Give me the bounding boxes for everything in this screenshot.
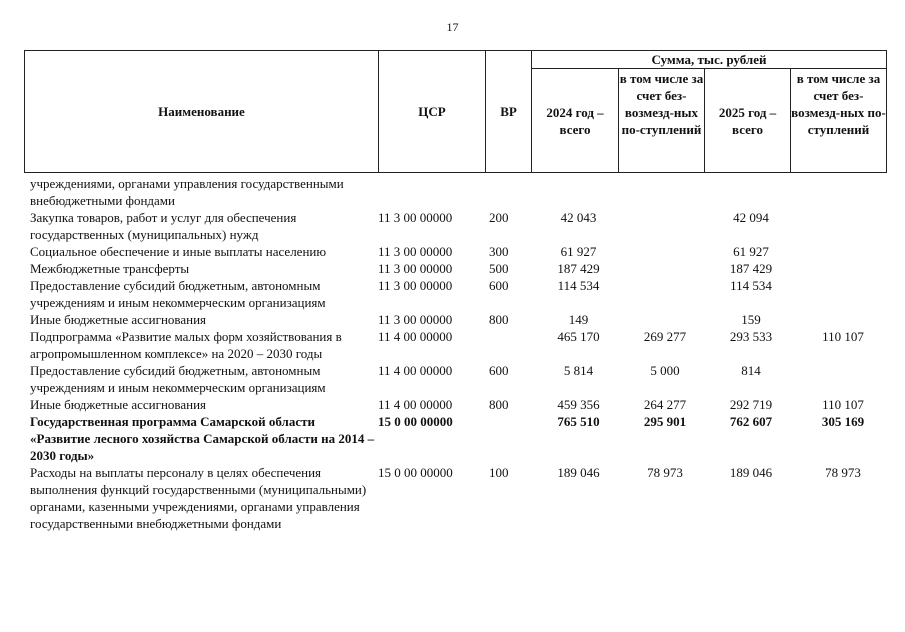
- cell-v2: 269 277: [643, 329, 687, 344]
- cell-v2: [622, 209, 708, 243]
- header-2025-total: 2025 год – всего: [705, 69, 791, 173]
- cell-v3: [708, 175, 794, 209]
- cell-v4: [794, 209, 892, 243]
- cell-vr: 100: [489, 465, 509, 480]
- cell-v4: 110 107: [822, 329, 864, 344]
- cell-v4: [794, 362, 892, 396]
- cell-csr: 11 3 00 00000: [378, 210, 453, 225]
- table-row: [24, 243, 886, 260]
- cell-csr: 15 0 00 00000: [378, 465, 453, 480]
- cell-csr: [378, 175, 489, 209]
- cell-v2: 264 277: [643, 397, 687, 412]
- cell-vr: [489, 175, 535, 209]
- cell-name: Закупка товаров, работ и услуг для обеспечения государственных (муниципальных) нужд: [30, 210, 297, 242]
- header-2024-free: в том числе за счет без-возмезд-ных по-ступлений: [619, 69, 705, 173]
- cell-v2: [622, 243, 708, 260]
- cell-v3: 42 094: [733, 210, 769, 225]
- header-name: Наименование: [25, 51, 379, 173]
- cell-v3: 292 719: [729, 397, 773, 412]
- cell-v1: 5 814: [563, 363, 594, 378]
- cell-csr: 11 3 00 00000: [378, 244, 453, 259]
- cell-v2: [622, 175, 708, 209]
- cell-v4: 78 973: [825, 465, 861, 480]
- cell-vr: 800: [489, 312, 509, 327]
- cell-v1: 42 043: [560, 210, 597, 225]
- cell-v3: 187 429: [729, 261, 773, 276]
- cell-vr: 300: [489, 244, 509, 259]
- cell-name: Социальное обеспечение и иные выплаты населению: [30, 244, 327, 259]
- cell-v1: 765 510: [557, 414, 600, 429]
- cell-vr: 800: [489, 397, 509, 412]
- cell-v2: [622, 311, 708, 328]
- cell-v2: 78 973: [647, 465, 683, 480]
- cell-csr: 11 3 00 00000: [378, 312, 453, 327]
- cell-vr: 200: [489, 210, 509, 225]
- cell-csr: 11 4 00 00000: [378, 397, 453, 412]
- cell-vr: [489, 328, 535, 362]
- cell-name: учреждениями, органами управления государственными внебюджетными фондами: [30, 176, 344, 208]
- header-csr: ЦСР: [379, 51, 486, 173]
- cell-v1: 149: [568, 312, 589, 327]
- cell-v4: [794, 175, 892, 209]
- cell-vr: 600: [489, 278, 509, 293]
- cell-name: Межбюджетные трансферты: [30, 261, 190, 276]
- cell-v4: [794, 260, 892, 277]
- cell-v4: [794, 311, 892, 328]
- table-header: [24, 50, 887, 173]
- header-2025-free: в том числе за счет без-возмезд-ных по-ступлений: [791, 69, 887, 173]
- cell-v1: 187 429: [557, 261, 600, 276]
- cell-name: Расходы на выплаты персоналу в целях обеспечения выполнения функций государственными (муниципальными) органами, казенными учреждениями, органами управления государственными внебюджетными фондами: [30, 465, 367, 531]
- cell-v3: 189 046: [729, 465, 773, 480]
- table-row: [24, 175, 886, 209]
- cell-csr: 11 4 00 00000: [378, 363, 453, 378]
- cell-v1: 114 534: [557, 278, 600, 293]
- cell-v2: 5 000: [650, 363, 680, 378]
- table-row: [24, 277, 886, 311]
- header-2024-total: 2024 год – всего: [532, 69, 619, 173]
- cell-csr: 11 3 00 00000: [378, 278, 453, 293]
- table-row: [24, 413, 886, 464]
- cell-v2: [622, 277, 708, 311]
- cell-vr: 500: [489, 261, 509, 276]
- cell-name: Предоставление субсидий бюджетным, автономным учреждениям и иным некоммерческим организациям: [30, 278, 326, 310]
- cell-v2: 295 901: [643, 414, 687, 429]
- table-row: [24, 311, 886, 328]
- cell-name: Предоставление субсидий бюджетным, автономным учреждениям и иным некоммерческим организациям: [30, 363, 326, 395]
- page-number: 17: [446, 20, 459, 34]
- table-row: [24, 396, 886, 413]
- cell-name: Иные бюджетные ассигнования: [30, 312, 207, 327]
- cell-name: Иные бюджетные ассигнования: [30, 397, 207, 412]
- cell-v1: 465 170: [557, 329, 600, 344]
- table-row: [24, 328, 886, 362]
- cell-v3: 814: [741, 363, 761, 378]
- cell-v4: 305 169: [821, 414, 865, 429]
- cell-v1: [535, 175, 622, 209]
- table-row: [24, 464, 886, 532]
- cell-vr: 600: [489, 363, 509, 378]
- cell-v3: 293 533: [729, 329, 773, 344]
- cell-v4: 110 107: [822, 397, 864, 412]
- cell-v2: [622, 260, 708, 277]
- cell-v4: [794, 277, 892, 311]
- cell-vr: [489, 413, 535, 464]
- cell-name: Государственная программа Самарской области «Развитие лесного хозяйства Самарской области на 2014 – 2030 годы»: [30, 414, 375, 463]
- cell-v4: [794, 243, 892, 260]
- table-body: [24, 175, 886, 532]
- cell-v3: 61 927: [733, 244, 769, 259]
- cell-csr: 11 4 00 00000: [378, 329, 453, 344]
- header-vr: ВР: [486, 51, 532, 173]
- cell-name: Подпрограмма «Развитие малых форм хозяйствования в агропромышленном комплексе» на 2020 – 2030 годы: [30, 329, 342, 361]
- cell-v1: 189 046: [557, 465, 600, 480]
- cell-v1: 61 927: [560, 244, 597, 259]
- cell-v3: 762 607: [729, 414, 773, 429]
- table-row: [24, 260, 886, 277]
- cell-v1: 459 356: [557, 397, 600, 412]
- table-row: [24, 209, 886, 243]
- table-row: [24, 362, 886, 396]
- cell-csr: 11 3 00 00000: [378, 261, 453, 276]
- cell-csr: 15 0 00 00000: [378, 414, 453, 429]
- header-sum: Сумма, тыс. рублей: [532, 51, 887, 69]
- cell-v3: 114 534: [730, 278, 772, 293]
- cell-v3: 159: [741, 312, 761, 327]
